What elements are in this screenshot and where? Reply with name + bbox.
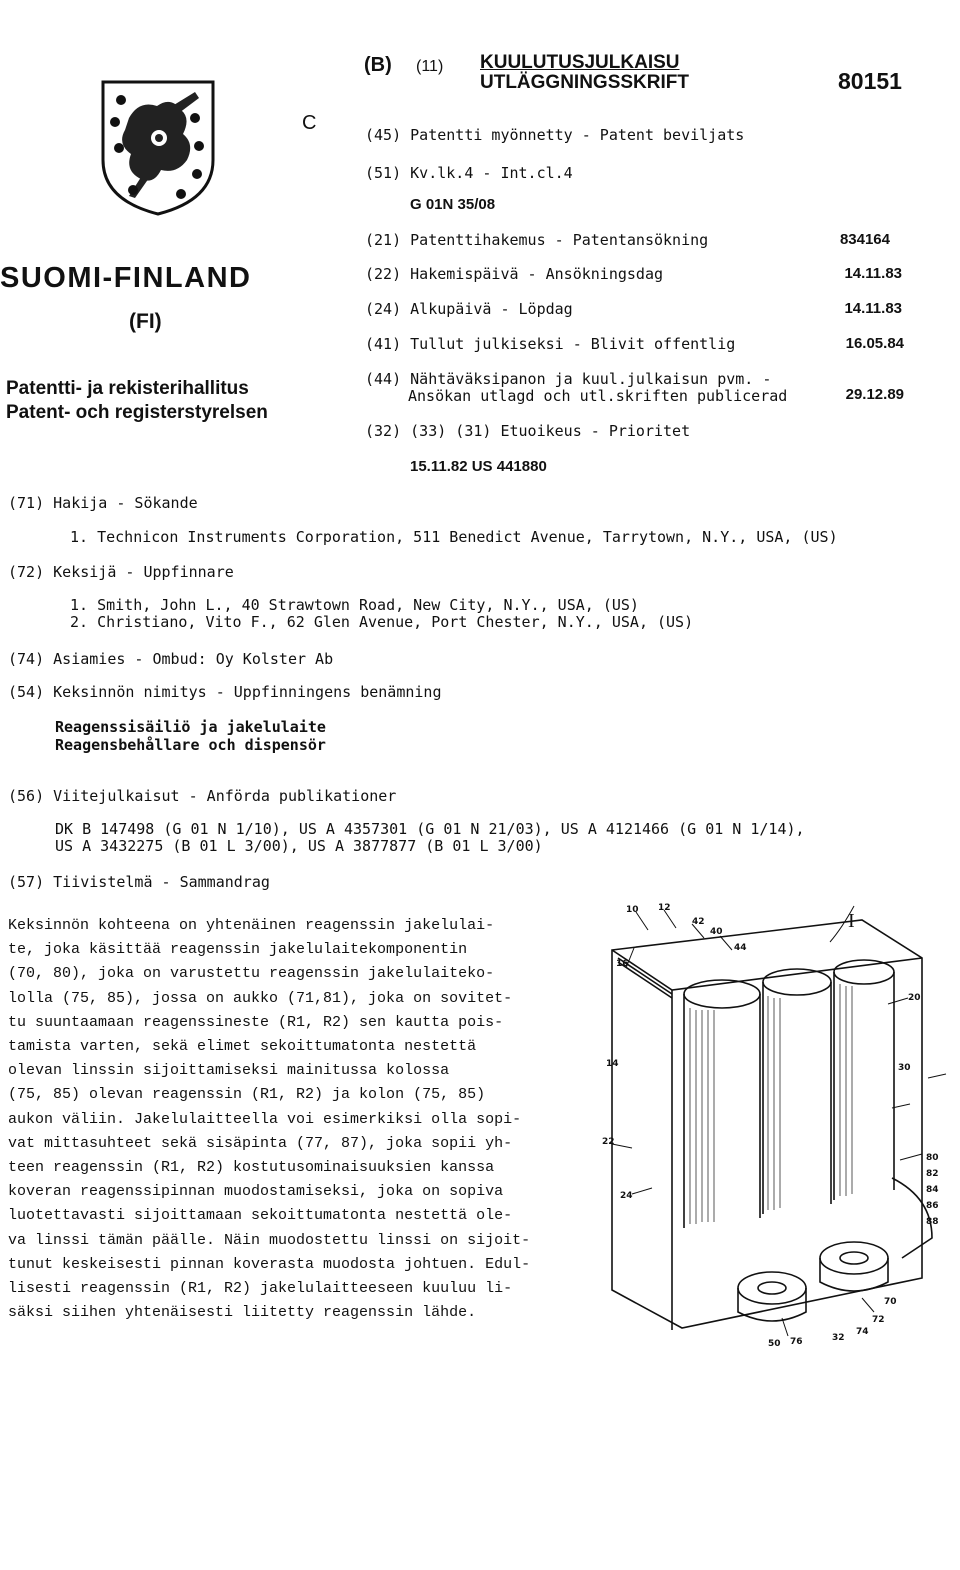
svg-text:42: 42 (692, 917, 705, 927)
abstract-line: Keksinnön kohteena on yhtenäinen reagenssin jakelulai- (8, 917, 495, 934)
invention-title-fi: Reagenssisäiliö ja jakelulaite (55, 718, 326, 736)
field-32-value: 15.11.82 US 441880 (410, 458, 547, 475)
svg-text:16: 16 (616, 959, 629, 969)
figure-label: I (848, 910, 855, 932)
abstract-line: koveran reagenssipinnan muodostamiseksi, joka on sopiva (8, 1183, 504, 1201)
kind-code: (11) (416, 58, 444, 75)
svg-text:40: 40 (710, 927, 723, 937)
abstract-line: (75, 85) olevan reagenssin (R1, R2) ja kolon (75, 85) (8, 1086, 486, 1104)
abstract-line: vat mittasuhteet sekä sisäpinta (77, 87), joka sopii yh- (8, 1134, 513, 1152)
field-22-value: 14.11.83 (844, 265, 902, 282)
abstract-line: säksi siihen yhtenäisesti liitetty reagenssin lähde. (8, 1304, 477, 1322)
country-name: SUOMI-FINLAND (0, 262, 252, 294)
office-sv: Patent- och registerstyrelsen (6, 402, 268, 423)
field-44-line2: Ansökan utlagd och utl.skriften publicerad (408, 387, 788, 405)
inventor-1: 1. Smith, John L., 40 Strawtown Road, New City, N.Y., USA, (US) (70, 596, 639, 614)
svg-text:70: 70 (884, 1297, 897, 1307)
coat-of-arms-shield (99, 78, 217, 218)
citations-line2: US A 3432275 (B 01 L 3/00), US A 3877877 (B 01 L 3/00) (55, 837, 543, 855)
country-code: (FI) (129, 310, 162, 333)
office-fi: Patentti- ja rekisterihallitus (6, 378, 249, 399)
field-57-label: (57) Tiivistelmä - Sammandrag (8, 873, 270, 891)
patent-figure (592, 898, 954, 1350)
inventor-2: 2. Christiano, Vito F., 62 Glen Avenue, Port Chester, N.Y., USA, (US) (70, 613, 694, 631)
field-54: (54) Keksinnön nimitys - Uppfinningens benämning (8, 683, 442, 701)
abstract-line: aukon väliin. Jakelulaitteella voi esimerkiksi olla sopi- (8, 1110, 522, 1128)
field-51-value: G 01N 35/08 (410, 196, 496, 213)
citations-line1: DK B 147498 (G 01 N 1/10), US A 4357301 (G 01 N 21/03), US A 4121466 (G 01 N 1/14), (55, 820, 805, 838)
abstract-line: va linssi tämän päälle. Näin muodostettu linssi on sijoit- (8, 1231, 531, 1249)
field-72: (72) Keksijä - Uppfinnare (8, 563, 234, 581)
abstract-line: lisesti reagenssin (R1, R2) jakelulaitteeseen kuuluu li- (8, 1280, 513, 1297)
svg-text:14: 14 (606, 1059, 619, 1069)
abstract-line: te, joka käsittää reagenssin jakelulaitekomponentin (8, 941, 468, 959)
field-21-value: 834164 (839, 231, 890, 248)
field-21: (21) Patenttihakemus - Patentansökning (365, 231, 709, 249)
kind-label: (B) (364, 54, 392, 76)
svg-text:20: 20 (908, 993, 921, 1003)
invention-title-sv: Reagensbehållare och dispensör (55, 736, 326, 754)
svg-text:30: 30 (898, 1063, 911, 1073)
svg-text:22: 22 (602, 1137, 615, 1147)
doc-number: 80151 (838, 68, 902, 94)
svg-text:44: 44 (734, 943, 747, 953)
svg-text:10: 10 (626, 905, 639, 915)
abstract-line: teen reagenssin (R1, R2) kostutusominaisuuksien kanssa (8, 1159, 495, 1176)
field-56: (56) Viitejulkaisut - Anförda publikationer (8, 787, 397, 805)
field-41: (41) Tullut julkiseksi - Blivit offentlig (365, 335, 736, 353)
applicant: 1. Technicon Instruments Corporation, 511 Benedict Avenue, Tarrytown, N.Y., USA, (US) (70, 528, 838, 546)
svg-text:86: 86 (926, 1201, 939, 1211)
doc-letter: C (302, 112, 317, 134)
svg-text:32: 32 (832, 1333, 845, 1343)
field-24-value: 14.11.83 (844, 300, 902, 317)
svg-text:88: 88 (926, 1217, 939, 1227)
field-45: (45) Patentti myönnetty - Patent beviljats (365, 126, 745, 144)
abstract-line: tamista varten, sekä elimet sekoittumatonta nestettä (8, 1038, 477, 1055)
svg-text:74: 74 (856, 1327, 869, 1337)
field-51: (51) Kv.lk.4 - Int.cl.4 (365, 164, 573, 182)
doc-title-sv: UTLÄGGNINGSSKRIFT (480, 72, 689, 93)
field-44-value: 29.12.89 (845, 386, 904, 403)
svg-text:24: 24 (620, 1191, 633, 1201)
svg-text:12: 12 (658, 903, 671, 913)
svg-text:72: 72 (872, 1315, 885, 1325)
doc-title-fi: KUULUTUSJULKAISU (480, 52, 680, 73)
abstract-line: (70, 80), joka on varustettu reagenssin jakelulaiteko- (8, 965, 495, 983)
abstract-line: tunut keskeisesti pinnan koverasta muodosta johtuen. Edul- (8, 1255, 531, 1273)
svg-text:84: 84 (926, 1185, 939, 1195)
abstract-line: luotettavasti sijoittamaan sekoittumatonta nestettä ole- (8, 1207, 513, 1225)
field-44-line1: (44) Nähtäväksipanon ja kuul.julkaisun pvm. - (365, 370, 772, 388)
svg-text:50: 50 (768, 1339, 781, 1349)
svg-text:76: 76 (790, 1337, 803, 1347)
field-71: (71) Hakija - Sökande (8, 494, 198, 512)
abstract-line: lolla (75, 85), jossa on aukko (71,81), joka on sovitet- (8, 989, 513, 1007)
svg-text:80: 80 (926, 1153, 939, 1163)
field-74: (74) Asiamies - Ombud: Oy Kolster Ab (8, 650, 334, 668)
field-22: (22) Hakemispäivä - Ansökningsdag (365, 265, 664, 283)
svg-text:82: 82 (926, 1169, 939, 1179)
abstract-line: olevan linssin sijoittamiseksi mainitussa kolossa (8, 1062, 450, 1080)
abstract-line: tu suuntaamaan reagenssineste (R1, R2) sen kautta pois- (8, 1013, 504, 1031)
field-32: (32) (33) (31) Etuoikeus - Prioritet (365, 422, 691, 440)
field-41-value: 16.05.84 (845, 335, 904, 352)
field-24: (24) Alkupäivä - Löpdag (365, 300, 573, 318)
